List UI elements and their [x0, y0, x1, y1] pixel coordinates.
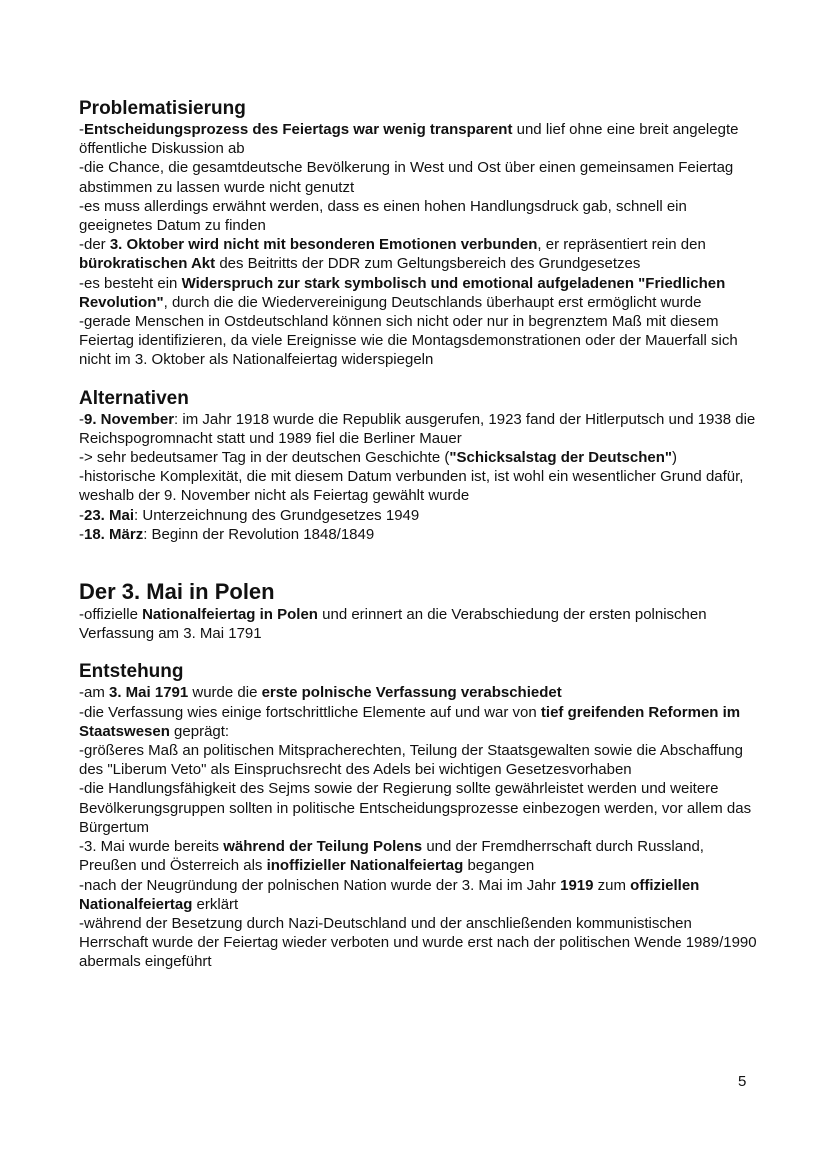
text-run: -3. Mai wurde bereits — [79, 838, 224, 856]
text-run: ) — [672, 449, 678, 467]
text-run: -am — [79, 684, 109, 702]
paragraph-line — [79, 448, 759, 467]
text-run: begangen — [463, 857, 535, 875]
bold-text: bürokratischen Akt — [79, 255, 216, 273]
text-run: -größeres Maß an politischen Mitspracherechten, Teilung der Staatsgewalten sowie die Abschaffung des "Liberum Veto" als Einspruchsrecht des Adels bei wichtigen Gesetzesvorhaben — [79, 742, 743, 779]
text-run: und erinnert an die Verabschiedung der ersten polnischen Verfassung am 3. Mai 1791 — [79, 606, 707, 643]
text-run: : Beginn der Revolution 1848/1849 — [143, 525, 375, 543]
paragraph-line — [79, 506, 759, 525]
bold-text: offiziellen Nationalfeiertag — [79, 876, 700, 913]
bold-text: tief greifenden Reformen im Staatswesen — [79, 703, 741, 740]
paragraph-line — [79, 312, 759, 370]
text-run: und lief ohne eine breit angelegte öffentliche Diskussion ab — [79, 121, 739, 158]
bold-text: Nationalfeiertag in Polen — [142, 606, 318, 624]
paragraph-line — [79, 605, 759, 643]
bold-text: während der Teilung Polens — [223, 838, 423, 856]
paragraph-line — [79, 525, 759, 544]
paragraph-line — [79, 741, 759, 779]
bold-text: 1919 — [560, 876, 594, 894]
text-run: , er repräsentiert rein den — [537, 236, 706, 254]
paragraph-line — [79, 703, 759, 741]
section-heading: Entstehung — [79, 661, 184, 683]
paragraph-line — [79, 235, 759, 273]
text-run: -gerade Menschen in Ostdeutschland können sich nicht oder nur in begrenztem Maß mit diesem Feiertag identifizieren, da viele Ereignisse wie die Montagsdemonstrationen oder der Mauerfall sich nicht im 3. Oktober als Nationalfeiertag widerspiegeln — [79, 313, 738, 369]
text-run: -> sehr bedeutsamer Tag in der deutschen Geschichte ( — [79, 449, 450, 467]
bold-text: 23. Mai — [84, 506, 135, 524]
section-problematisierung — [79, 98, 759, 370]
section-heading: Alternativen — [79, 387, 189, 409]
text-run: -die Verfassung wies einige fortschrittliche Elemente auf und war von — [79, 703, 541, 721]
section-alternativen — [79, 388, 759, 544]
text-run: , durch die die Wiedervereinigung Deutschlands überhaupt erst ermöglicht wurde — [163, 293, 702, 311]
section-3-mai-polen — [79, 579, 759, 643]
section-heading: Problematisierung — [79, 98, 246, 119]
paragraph-line — [79, 837, 759, 875]
bold-text: 3. Oktober wird nicht mit besonderen Emotionen verbunden — [109, 236, 538, 254]
text-run: zum — [593, 876, 631, 894]
paragraph-list — [79, 683, 759, 971]
paragraph-list — [79, 410, 759, 544]
chapter-heading: Der 3. Mai in Polen — [79, 579, 275, 605]
text-run: -während der Besetzung durch Nazi-Deutschland und der anschließenden kommunistischen Herrschaft wurde der Feiertag wieder verboten und wurde erst nach der politischen Wende 1989/1990 abermals eingeführt — [79, 914, 757, 971]
text-run: -die Handlungsfähigkeit des Sejms sowie der Regierung sollte gewährleistet werden und weitere Bevölkerungsgruppen sollten in politische Entscheidungsprozesse einbezogen werden, vor allem das Bürgertum — [79, 780, 752, 836]
text-run: -der — [79, 236, 110, 254]
text-run: -offizielle — [79, 606, 143, 624]
text-run: erklärt — [192, 895, 239, 913]
text-run: -die Chance, die gesamtdeutsche Bevölkerung in West und Ost über einen gemeinsamen Feiertag abstimmen zu lassen wurde nicht genutzt — [79, 159, 734, 196]
text-run: : im Jahr 1918 wurde die Republik ausgerufen, 1923 fand der Hitlerputsch und 1938 die Reichspogromnacht statt und 1989 fiel die Berliner Mauer — [79, 410, 756, 447]
text-run: - — [79, 410, 84, 428]
paragraph-line — [79, 914, 759, 972]
paragraph-line — [79, 683, 759, 702]
page-number: 5 — [738, 1073, 747, 1090]
paragraph-line — [79, 197, 759, 235]
text-run: -historische Komplexität, die mit diesem Datum verbunden ist, ist wohl ein wesentlicher Grund dafür, weshalb der 9. November nicht als Feiertag gewählt wurde — [79, 468, 744, 505]
paragraph-list — [79, 605, 759, 643]
bold-text: Widerspruch zur stark symbolisch und emotional aufgeladenen "Friedlichen Revolution" — [79, 274, 726, 311]
text-run: des Beitritts der DDR zum Geltungsbereich des Grundgesetzes — [215, 255, 641, 273]
bold-text: inoffizieller Nationalfeiertag — [266, 857, 464, 875]
text-run: -es muss allerdings erwähnt werden, dass es einen hohen Handlungsdruck gab, schnell ein geeignetes Datum zu finden — [79, 197, 687, 235]
paragraph-line — [79, 158, 759, 196]
bold-text: 18. März — [84, 525, 144, 543]
text-run: wurde die — [188, 684, 262, 702]
bold-text: 9. November — [84, 410, 175, 428]
paragraph-line — [79, 120, 759, 158]
document-page — [79, 80, 759, 972]
text-run: geprägt: — [169, 722, 230, 740]
text-run: und der Fremdherrschaft durch Russland, Preußen und Österreich als — [79, 838, 704, 875]
bold-text: 3. Mai 1791 — [109, 684, 189, 702]
text-run: -nach der Neugründung der polnischen Nation wurde der 3. Mai im Jahr — [79, 876, 561, 894]
text-run: - — [79, 121, 84, 138]
paragraph-list — [79, 120, 759, 370]
text-run: -es besteht ein — [79, 274, 182, 292]
paragraph-line — [79, 779, 759, 837]
section-entstehung — [79, 661, 759, 971]
text-run: : Unterzeichnung des Grundgesetzes 1949 — [134, 506, 420, 524]
text-run: - — [79, 506, 84, 524]
bold-text: "Schicksalstag der Deutschen" — [449, 449, 673, 467]
bold-text: erste polnische Verfassung verabschiedet — [261, 684, 562, 702]
paragraph-line — [79, 410, 759, 448]
text-run: - — [79, 525, 84, 543]
paragraph-line — [79, 876, 759, 914]
paragraph-line — [79, 274, 759, 312]
paragraph-line — [79, 467, 759, 505]
bold-text: Entscheidungsprozess des Feiertags war wenig transparent — [84, 121, 513, 138]
